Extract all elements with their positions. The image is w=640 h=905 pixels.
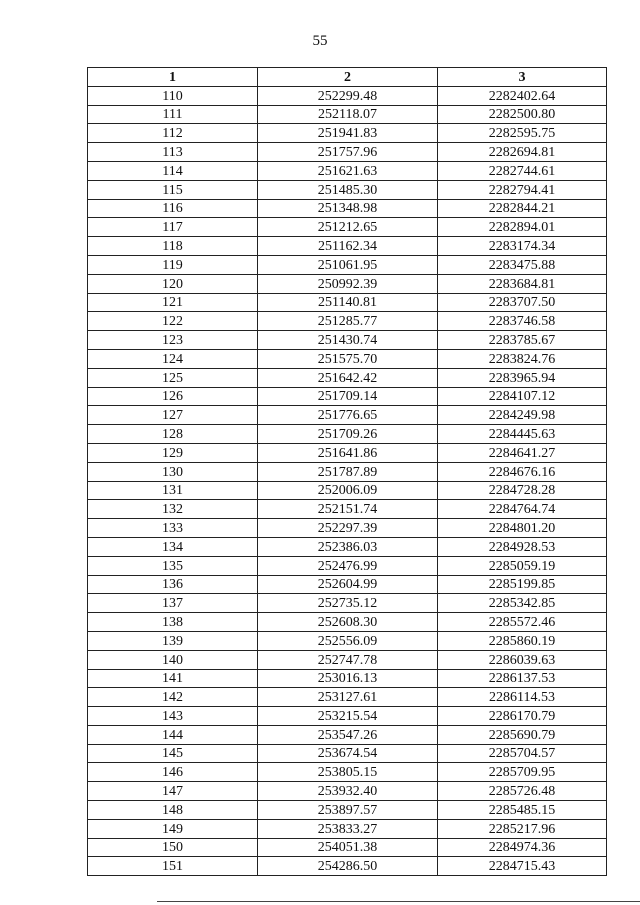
cell-y-coordinate: 2284974.36 [438, 838, 607, 857]
table-row [88, 838, 607, 857]
table-row [88, 819, 607, 838]
cell-y-coordinate: 2282844.21 [438, 199, 607, 218]
cell-x-coordinate: 251485.30 [258, 180, 438, 199]
cell-x-coordinate: 250992.39 [258, 274, 438, 293]
cell-y-coordinate: 2285709.95 [438, 763, 607, 782]
cell-point-number: 128 [88, 425, 258, 444]
cell-point-number: 130 [88, 462, 258, 481]
table-row [88, 744, 607, 763]
cell-x-coordinate: 251757.96 [258, 143, 438, 162]
cell-x-coordinate: 253547.26 [258, 725, 438, 744]
cell-x-coordinate: 251575.70 [258, 349, 438, 368]
cell-x-coordinate: 252151.74 [258, 500, 438, 519]
cell-x-coordinate: 251430.74 [258, 331, 438, 350]
cell-x-coordinate: 252604.99 [258, 575, 438, 594]
cell-x-coordinate: 253016.13 [258, 669, 438, 688]
cell-x-coordinate: 251212.65 [258, 218, 438, 237]
cell-y-coordinate: 2282744.61 [438, 161, 607, 180]
cell-point-number: 121 [88, 293, 258, 312]
cell-point-number: 111 [88, 105, 258, 124]
cell-point-number: 146 [88, 763, 258, 782]
table-row [88, 650, 607, 669]
cell-y-coordinate: 2285860.19 [438, 631, 607, 650]
cell-y-coordinate: 2285059.19 [438, 556, 607, 575]
cell-x-coordinate: 252006.09 [258, 481, 438, 500]
cell-x-coordinate: 252476.99 [258, 556, 438, 575]
cell-x-coordinate: 253805.15 [258, 763, 438, 782]
table-row [88, 331, 607, 350]
table-row [88, 349, 607, 368]
bottom-rule [157, 901, 640, 902]
cell-y-coordinate: 2282500.80 [438, 105, 607, 124]
coordinates-table [87, 67, 607, 876]
cell-y-coordinate: 2284715.43 [438, 857, 607, 876]
cell-y-coordinate: 2282794.41 [438, 180, 607, 199]
table-row [88, 218, 607, 237]
table-body [88, 86, 607, 875]
table-row [88, 613, 607, 632]
cell-x-coordinate: 251941.83 [258, 124, 438, 143]
cell-y-coordinate: 2285217.96 [438, 819, 607, 838]
cell-x-coordinate: 253215.54 [258, 707, 438, 726]
table-row [88, 500, 607, 519]
cell-y-coordinate: 2285726.48 [438, 782, 607, 801]
table-row [88, 105, 607, 124]
cell-point-number: 115 [88, 180, 258, 199]
cell-y-coordinate: 2282894.01 [438, 218, 607, 237]
table-row [88, 425, 607, 444]
cell-x-coordinate: 253932.40 [258, 782, 438, 801]
cell-y-coordinate: 2284928.53 [438, 537, 607, 556]
cell-point-number: 143 [88, 707, 258, 726]
cell-point-number: 122 [88, 312, 258, 331]
cell-point-number: 123 [88, 331, 258, 350]
table-row [88, 406, 607, 425]
cell-point-number: 135 [88, 556, 258, 575]
cell-y-coordinate: 2283174.34 [438, 237, 607, 256]
cell-x-coordinate: 253127.61 [258, 688, 438, 707]
cell-point-number: 120 [88, 274, 258, 293]
cell-x-coordinate: 251641.86 [258, 443, 438, 462]
cell-point-number: 134 [88, 537, 258, 556]
cell-x-coordinate: 252118.07 [258, 105, 438, 124]
cell-point-number: 151 [88, 857, 258, 876]
cell-x-coordinate: 251285.77 [258, 312, 438, 331]
table-row [88, 725, 607, 744]
table-row [88, 707, 607, 726]
table-row [88, 462, 607, 481]
cell-x-coordinate: 251140.81 [258, 293, 438, 312]
cell-x-coordinate: 251061.95 [258, 255, 438, 274]
column-header-x: 2 [258, 68, 438, 87]
cell-x-coordinate: 254286.50 [258, 857, 438, 876]
cell-y-coordinate: 2284764.74 [438, 500, 607, 519]
table-row [88, 481, 607, 500]
cell-point-number: 138 [88, 613, 258, 632]
table-row [88, 801, 607, 820]
cell-point-number: 150 [88, 838, 258, 857]
cell-point-number: 149 [88, 819, 258, 838]
cell-point-number: 139 [88, 631, 258, 650]
cell-x-coordinate: 252735.12 [258, 594, 438, 613]
table-row [88, 124, 607, 143]
cell-point-number: 147 [88, 782, 258, 801]
cell-point-number: 148 [88, 801, 258, 820]
table-row [88, 274, 607, 293]
cell-point-number: 144 [88, 725, 258, 744]
cell-y-coordinate: 2282402.64 [438, 86, 607, 105]
cell-y-coordinate: 2283824.76 [438, 349, 607, 368]
table-row [88, 143, 607, 162]
cell-y-coordinate: 2283746.58 [438, 312, 607, 331]
cell-point-number: 133 [88, 519, 258, 538]
page-number: 55 [312, 33, 328, 49]
cell-y-coordinate: 2285572.46 [438, 613, 607, 632]
cell-y-coordinate: 2284107.12 [438, 387, 607, 406]
cell-point-number: 145 [88, 744, 258, 763]
cell-y-coordinate: 2284801.20 [438, 519, 607, 538]
table-row [88, 575, 607, 594]
cell-x-coordinate: 252556.09 [258, 631, 438, 650]
cell-x-coordinate: 252747.78 [258, 650, 438, 669]
cell-x-coordinate: 252608.30 [258, 613, 438, 632]
cell-y-coordinate: 2285342.85 [438, 594, 607, 613]
cell-point-number: 137 [88, 594, 258, 613]
cell-x-coordinate: 251709.14 [258, 387, 438, 406]
cell-y-coordinate: 2285690.79 [438, 725, 607, 744]
table-row [88, 293, 607, 312]
cell-y-coordinate: 2284445.63 [438, 425, 607, 444]
table-row [88, 180, 607, 199]
cell-y-coordinate: 2286137.53 [438, 669, 607, 688]
cell-y-coordinate: 2286170.79 [438, 707, 607, 726]
cell-point-number: 132 [88, 500, 258, 519]
cell-y-coordinate: 2286039.63 [438, 650, 607, 669]
cell-point-number: 125 [88, 368, 258, 387]
cell-y-coordinate: 2282694.81 [438, 143, 607, 162]
cell-point-number: 126 [88, 387, 258, 406]
table-row [88, 199, 607, 218]
table-row [88, 631, 607, 650]
cell-point-number: 119 [88, 255, 258, 274]
table-row [88, 237, 607, 256]
cell-x-coordinate: 251642.42 [258, 368, 438, 387]
cell-point-number: 117 [88, 218, 258, 237]
cell-x-coordinate: 253674.54 [258, 744, 438, 763]
cell-x-coordinate: 251162.34 [258, 237, 438, 256]
cell-point-number: 112 [88, 124, 258, 143]
table-row [88, 763, 607, 782]
cell-x-coordinate: 251621.63 [258, 161, 438, 180]
cell-y-coordinate: 2283475.88 [438, 255, 607, 274]
cell-point-number: 110 [88, 86, 258, 105]
table-row [88, 669, 607, 688]
table-row [88, 312, 607, 331]
cell-point-number: 129 [88, 443, 258, 462]
cell-y-coordinate: 2283684.81 [438, 274, 607, 293]
cell-x-coordinate: 251787.89 [258, 462, 438, 481]
table-row [88, 161, 607, 180]
cell-point-number: 140 [88, 650, 258, 669]
cell-point-number: 136 [88, 575, 258, 594]
table-row [88, 443, 607, 462]
cell-x-coordinate: 252386.03 [258, 537, 438, 556]
cell-x-coordinate: 253897.57 [258, 801, 438, 820]
cell-point-number: 142 [88, 688, 258, 707]
table-row [88, 387, 607, 406]
table-row [88, 519, 607, 538]
table-row [88, 86, 607, 105]
table-row [88, 255, 607, 274]
cell-y-coordinate: 2284641.27 [438, 443, 607, 462]
cell-y-coordinate: 2283785.67 [438, 331, 607, 350]
cell-x-coordinate: 251709.26 [258, 425, 438, 444]
cell-y-coordinate: 2285704.57 [438, 744, 607, 763]
table-row [88, 537, 607, 556]
cell-point-number: 113 [88, 143, 258, 162]
table-row [88, 368, 607, 387]
cell-point-number: 141 [88, 669, 258, 688]
cell-point-number: 124 [88, 349, 258, 368]
cell-point-number: 131 [88, 481, 258, 500]
cell-x-coordinate: 252297.39 [258, 519, 438, 538]
column-header-y: 3 [438, 68, 607, 87]
table-row [88, 782, 607, 801]
cell-y-coordinate: 2283965.94 [438, 368, 607, 387]
cell-x-coordinate: 253833.27 [258, 819, 438, 838]
table-row [88, 594, 607, 613]
cell-y-coordinate: 2286114.53 [438, 688, 607, 707]
cell-point-number: 127 [88, 406, 258, 425]
cell-y-coordinate: 2284728.28 [438, 481, 607, 500]
cell-point-number: 114 [88, 161, 258, 180]
table-row [88, 688, 607, 707]
cell-point-number: 116 [88, 199, 258, 218]
cell-x-coordinate: 251776.65 [258, 406, 438, 425]
cell-y-coordinate: 2285199.85 [438, 575, 607, 594]
cell-y-coordinate: 2282595.75 [438, 124, 607, 143]
cell-y-coordinate: 2285485.15 [438, 801, 607, 820]
cell-x-coordinate: 251348.98 [258, 199, 438, 218]
table-row [88, 556, 607, 575]
table-row [88, 857, 607, 876]
table-header-row [88, 68, 607, 87]
column-header-point-number: 1 [88, 68, 258, 87]
cell-y-coordinate: 2283707.50 [438, 293, 607, 312]
cell-y-coordinate: 2284676.16 [438, 462, 607, 481]
cell-y-coordinate: 2284249.98 [438, 406, 607, 425]
cell-point-number: 118 [88, 237, 258, 256]
cell-x-coordinate: 252299.48 [258, 86, 438, 105]
cell-x-coordinate: 254051.38 [258, 838, 438, 857]
